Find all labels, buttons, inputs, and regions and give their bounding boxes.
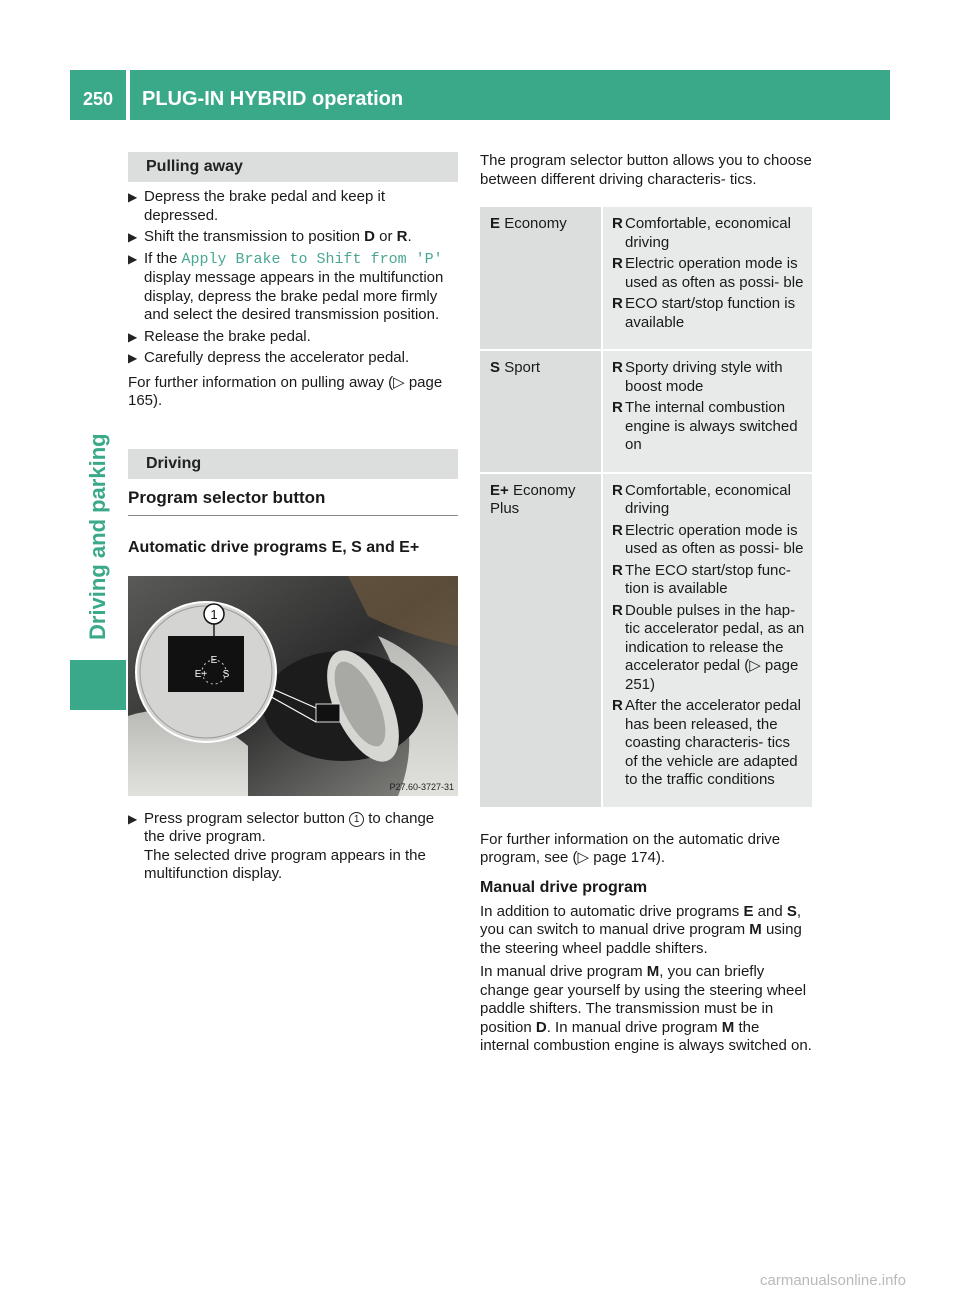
arrow-icon: ▶ [128,811,138,826]
drive-program-table [480,207,812,809]
manual-paragraph-2 [480,963,812,1056]
para-text: , you can briefly change gear yourself by using the steering wheel paddle shifters. The transmission must be in position [480,963,807,1036]
callout-number: 1 [353,813,360,825]
display-letter-eplus: E+ [194,668,208,680]
list-item [612,561,806,599]
step-text: If the [144,249,182,267]
bullet-icon: R [612,601,623,619]
manual-paragraph-1 [480,903,812,959]
list-item [612,399,806,455]
feature-text: Electric operation mode is used as often as possi- ble [625,521,804,557]
chapter-title: PLUG-IN HYBRID operation [142,88,404,110]
left-column [128,152,458,884]
gear-r: R [396,228,408,245]
display-letter-e: E [210,654,218,666]
program-selector-photo [128,576,458,796]
arrow-icon: ▶ [128,251,138,266]
step-item [128,188,458,225]
step-text: or [374,228,397,245]
right-column [480,152,812,1056]
para-text: , you can switch to manual drive program [480,902,802,938]
photo-illustration [128,576,458,796]
bullet-icon: R [612,521,623,539]
further-text: For further information on pulling away ( [128,373,394,391]
program-features-cell [603,351,812,472]
feature-text: Double pulses in the hap- tic accelerator pedal, as an indication to release the accelerator pedal (▷ page 251) [625,601,805,693]
feature-text: Sporty driving style with boost mode [625,359,783,395]
para-text: using the steering wheel paddle shifters. [480,921,802,957]
further-info-automatic [480,831,812,868]
table-row [480,351,812,474]
step-text: Shift the transmission to position [144,228,365,245]
bullet-icon: R [612,561,623,579]
program-name-cell [480,474,601,807]
display-message: Apply Brake to Shift from 'P' [181,250,443,268]
photo-code: P27.60-3727-31 [389,781,454,792]
selector-steps [128,810,458,884]
step-item [128,810,458,884]
para-text: . In manual drive program [546,1018,722,1036]
step-text: Release the brake pedal. [144,327,311,345]
subheading-program-selector: Program selector button [128,487,458,516]
callout-circle-icon [349,812,364,827]
program-code: S [490,359,501,376]
list-item [612,359,806,396]
program-code: S [786,902,797,920]
intro-text: The program selector button allows you to choose between different driving characteris- tics. [480,152,812,188]
program-code: M [749,921,762,938]
side-tab-label: Driving and parking [85,433,110,640]
bullet-icon: R [612,295,623,312]
bullet-icon: R [612,697,623,714]
heading-automatic-programs: Automatic drive programs E, S and E+ [128,538,420,556]
arrow-icon: ▶ [128,351,138,365]
side-tab-marker [70,660,126,710]
section-heading-driving: Driving [128,449,458,479]
page-number-box [70,70,126,120]
gear-d: D [364,228,375,245]
program-name: Economy [504,215,567,232]
list-item [612,295,806,332]
list-item [612,255,806,292]
bullet-icon: R [612,399,623,416]
page-ref-icon: ▷ [577,849,590,866]
program-code: E+ [490,481,509,499]
para-text: and [753,902,787,920]
step-text: . [407,228,412,245]
program-code: E [490,215,501,232]
further-text: For further information on the automatic drive program, see ( [480,830,781,866]
program-code: E [743,902,754,920]
page-ref-icon: ▷ [393,373,405,391]
page-ref-link[interactable]: page 174 [593,849,656,866]
heading-manual-program: Manual drive program [480,878,648,896]
step-item [128,228,458,247]
footer-watermark: carmanualsonline.info [760,1272,906,1289]
step-note: The selected drive program appears in the multifunction display. [144,846,426,882]
feature-text: Electric operation mode is used as often as possi- ble [625,255,804,291]
feature-text: Comfortable, economical driving [625,481,791,517]
display-letter-s: S [222,668,230,680]
table-row [480,474,812,809]
feature-text: Comfortable, economical driving [625,215,791,251]
program-name: Economy [512,481,576,499]
para-text: the internal combustion engine is always switched on. [480,1018,812,1054]
list-item [612,697,806,790]
para-text: In addition to automatic drive programs [480,902,744,920]
step-text: display message appears in the multifunction display, depress the brake pedal more firmly and select the desired transmission position. [144,269,444,323]
list-item [612,601,806,695]
feature-text: ECO start/stop function is available [625,295,796,331]
page-number: 250 [83,89,114,109]
step-text: Carefully depress the accelerator pedal. [144,349,410,366]
chapter-header [130,70,890,120]
arrow-icon: ▶ [128,329,138,344]
callout-number: 1 [210,606,218,622]
further-text: ). [153,392,163,409]
further-info [128,374,458,411]
section-heading-pulling-away: Pulling away [128,152,458,182]
step-item [128,250,458,325]
program-name-cell [480,207,601,349]
table-row [480,207,812,351]
arrow-icon: ▶ [128,230,138,244]
program-code: M [721,1018,735,1036]
program-features-cell [603,474,812,807]
step-item [128,349,458,368]
feature-text: The internal combustion engine is always switched on [625,399,798,453]
gear-d: D [535,1018,547,1036]
arrow-icon: ▶ [128,190,138,204]
bullet-icon: R [612,481,623,499]
pulling-away-steps [128,188,458,411]
program-name: Plus [490,500,520,517]
program-code: M [646,963,660,980]
step-text: Press program selector button [144,809,350,827]
step-text: Depress the brake pedal and keep it depressed. [144,188,385,224]
program-name-cell [480,351,601,472]
bullet-icon: R [612,359,623,376]
bullet-icon: R [612,255,623,272]
step-text: to change the drive program. [144,809,435,845]
page-ref-link[interactable]: page 165 [128,373,443,409]
further-text: ). [655,849,666,866]
program-name: Sport [504,359,541,376]
program-features-cell [603,207,812,349]
step-item [128,328,458,347]
list-item [612,215,806,252]
list-item [612,481,806,519]
bullet-icon: R [612,215,623,232]
feature-text: The ECO start/stop func- tion is available [625,561,791,597]
para-text: In manual drive program [480,963,647,980]
feature-text: After the accelerator pedal has been released, the coasting characteris- tics of the vehicle are adapted to the traffic conditions [625,697,801,788]
list-item [612,521,806,559]
